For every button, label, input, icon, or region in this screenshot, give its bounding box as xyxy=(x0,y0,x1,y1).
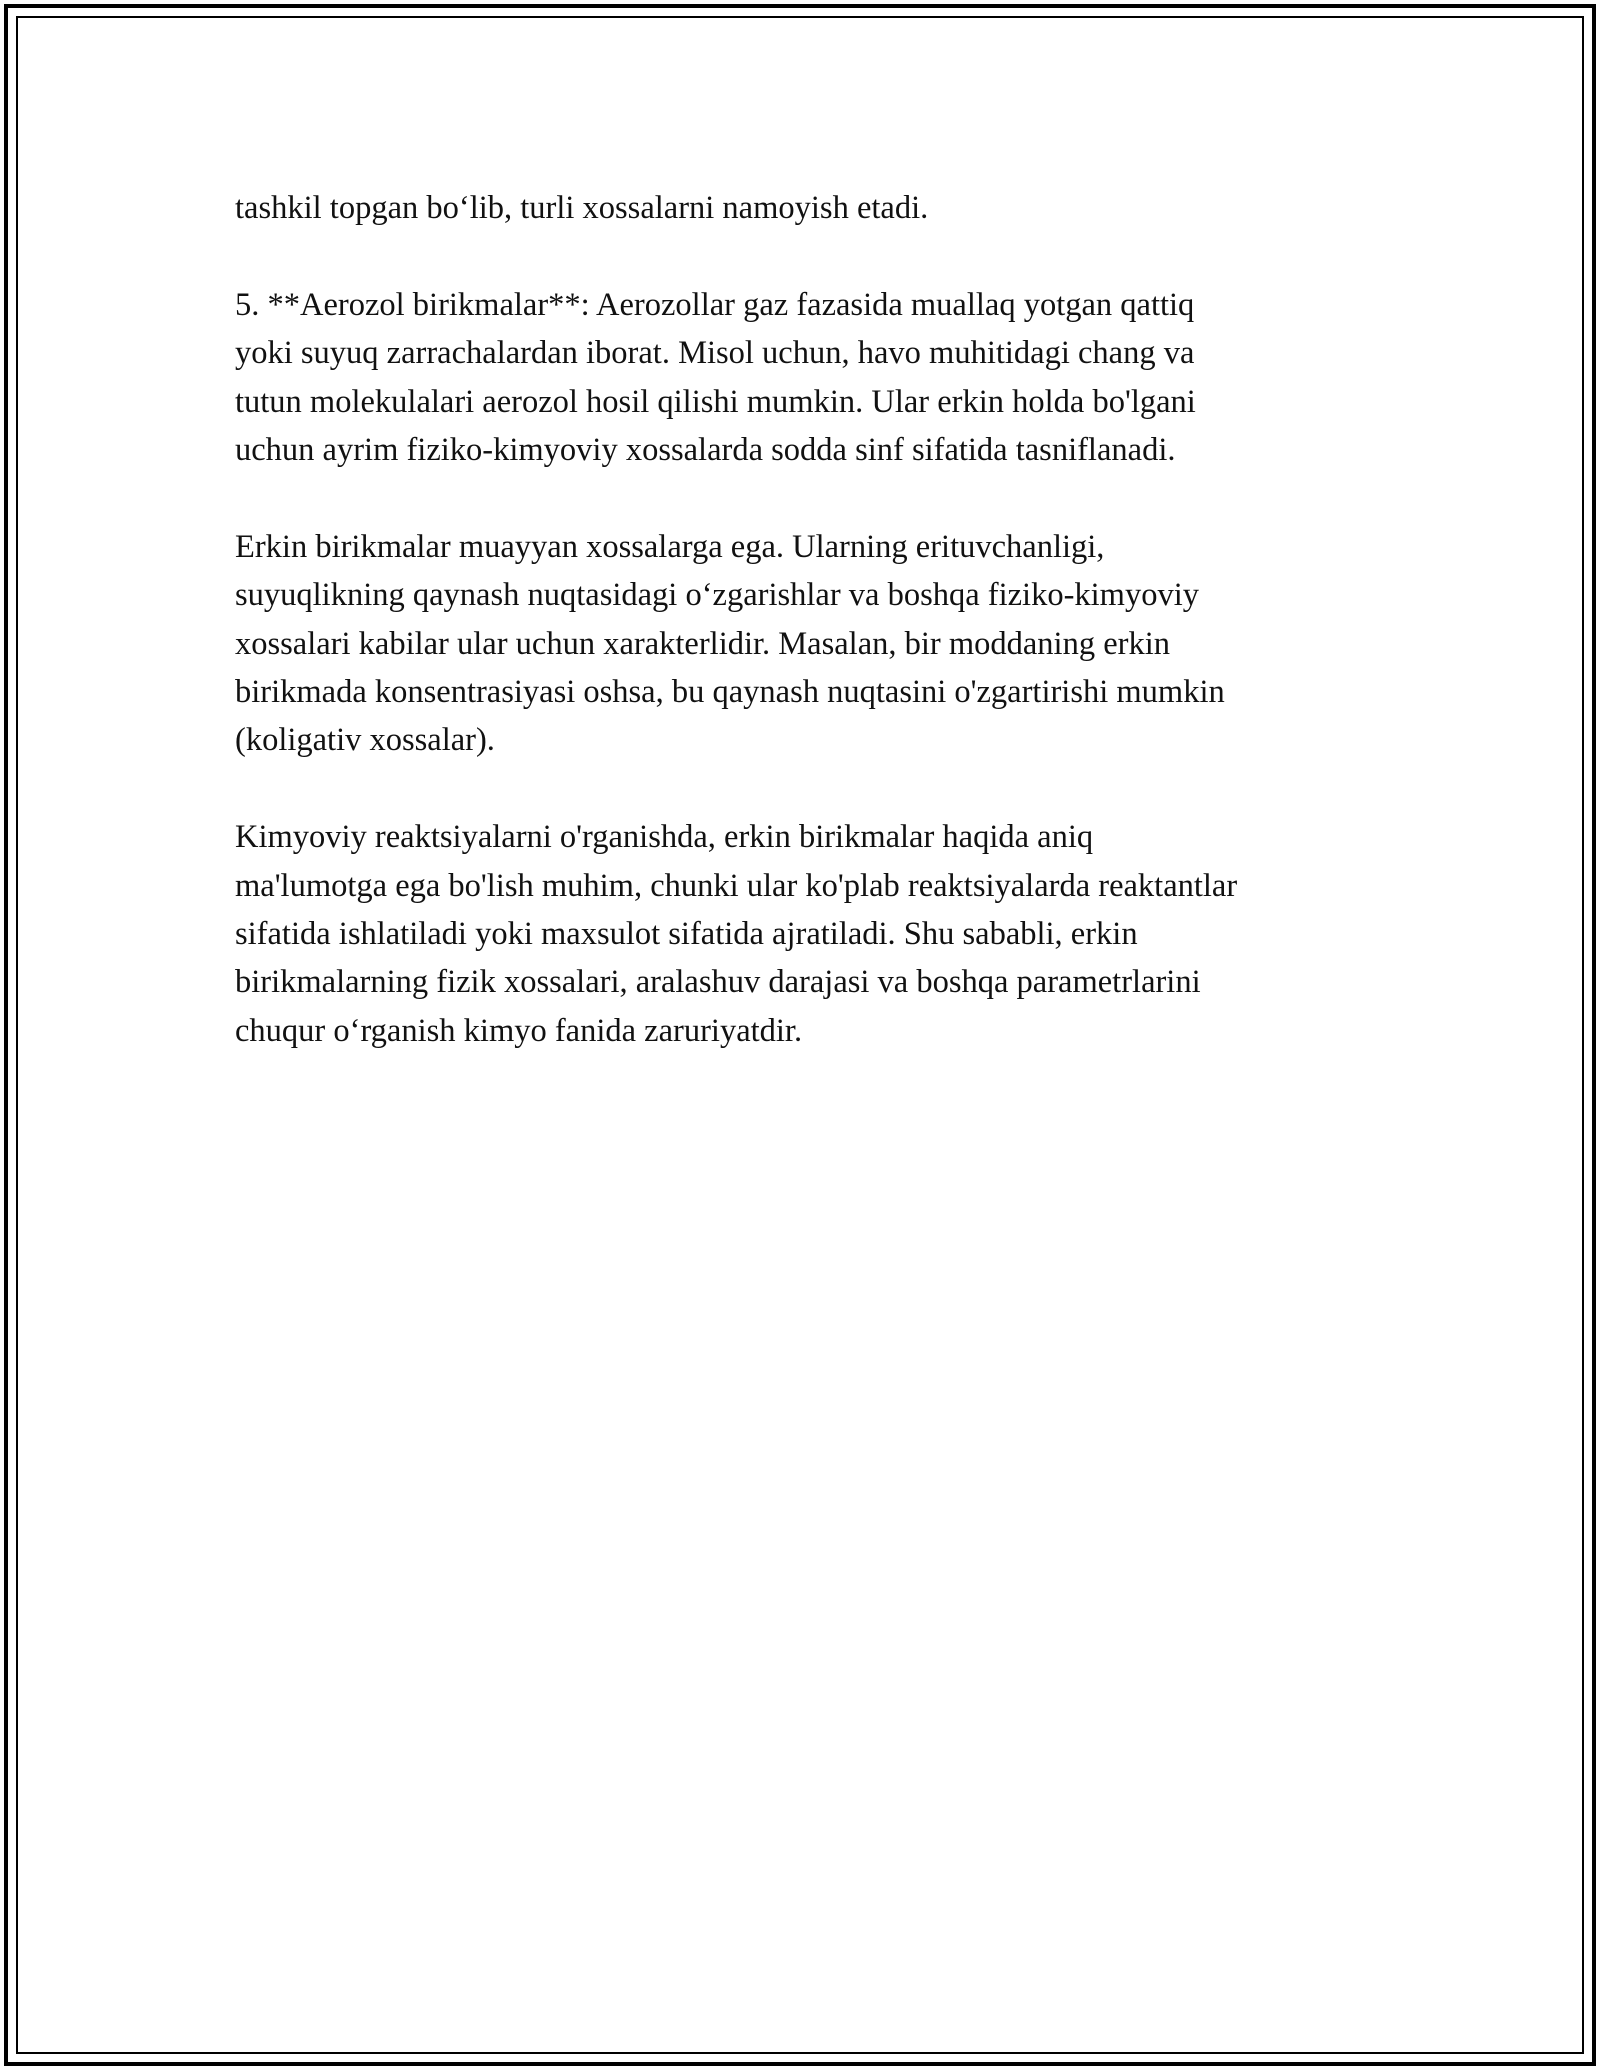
paragraph-3-xossalar xyxy=(235,523,1405,765)
paragraph-line: tashkil topgan bo‘lib, turli xossalarni namoyish etadi. xyxy=(235,190,929,226)
paragraph-line: suyuqlikning qaynash nuqtasidagi o‘zgarishlar va boshqa fiziko-kimyoviy xyxy=(235,577,1199,614)
paragraph-line: sifatida ishlatiladi yoki maxsulot sifatida ajratiladi. Shu sababli, erkin xyxy=(235,916,1138,953)
paragraph-line: yoki suyuq zarrachalardan iborat. Misol uchun, havo muhitidagi chang va xyxy=(235,335,1195,372)
paragraph-line: uchun ayrim fiziko-kimyoviy xossalarda sodda sinf sifatida tasniflanadi. xyxy=(235,432,1176,469)
document-body xyxy=(235,184,1405,1104)
paragraph-line: (koligativ xossalar). xyxy=(235,722,495,759)
paragraph-line: Kimyoviy reaktsiyalarni o'rganishda, erkin birikmalar haqida aniq xyxy=(235,819,1094,856)
paragraph-line: xossalari kabilar ular uchun xarakterlidir. Masalan, bir moddaning erkin xyxy=(235,625,1170,662)
paragraph-line: birikmalarning fizik xossalari, aralashuv darajasi va boshqa parametrlarini xyxy=(235,964,1201,1001)
paragraph-line: chuqur o‘rganish kimyo fanida zaruriyatdir. xyxy=(235,1012,803,1049)
paragraph-line: tutun molekulalari aerozol hosil qilishi mumkin. Ular erkin holda bo'lgani xyxy=(235,383,1196,420)
paragraph-line: Erkin birikmalar muayyan xossalarga ega. Ularning erituvchanligi, xyxy=(235,528,1105,565)
paragraph-line: 5. **Aerozol birikmalar**: Aerozollar gaz fazasida muallaq yotgan qattiq xyxy=(235,286,1195,323)
paragraph-4-reaktsiyalar xyxy=(235,813,1405,1055)
paragraph-2-aerozol xyxy=(235,281,1405,475)
paragraph-1 xyxy=(235,184,1405,232)
paragraph-line: birikmada konsentrasiyasi oshsa, bu qaynash nuqtasini o'zgartirishi mumkin xyxy=(235,674,1225,711)
paragraph-line: ma'lumotga ega bo'lish muhim, chunki ular ko'plab reaktsiyalarda reaktantlar xyxy=(235,867,1238,904)
